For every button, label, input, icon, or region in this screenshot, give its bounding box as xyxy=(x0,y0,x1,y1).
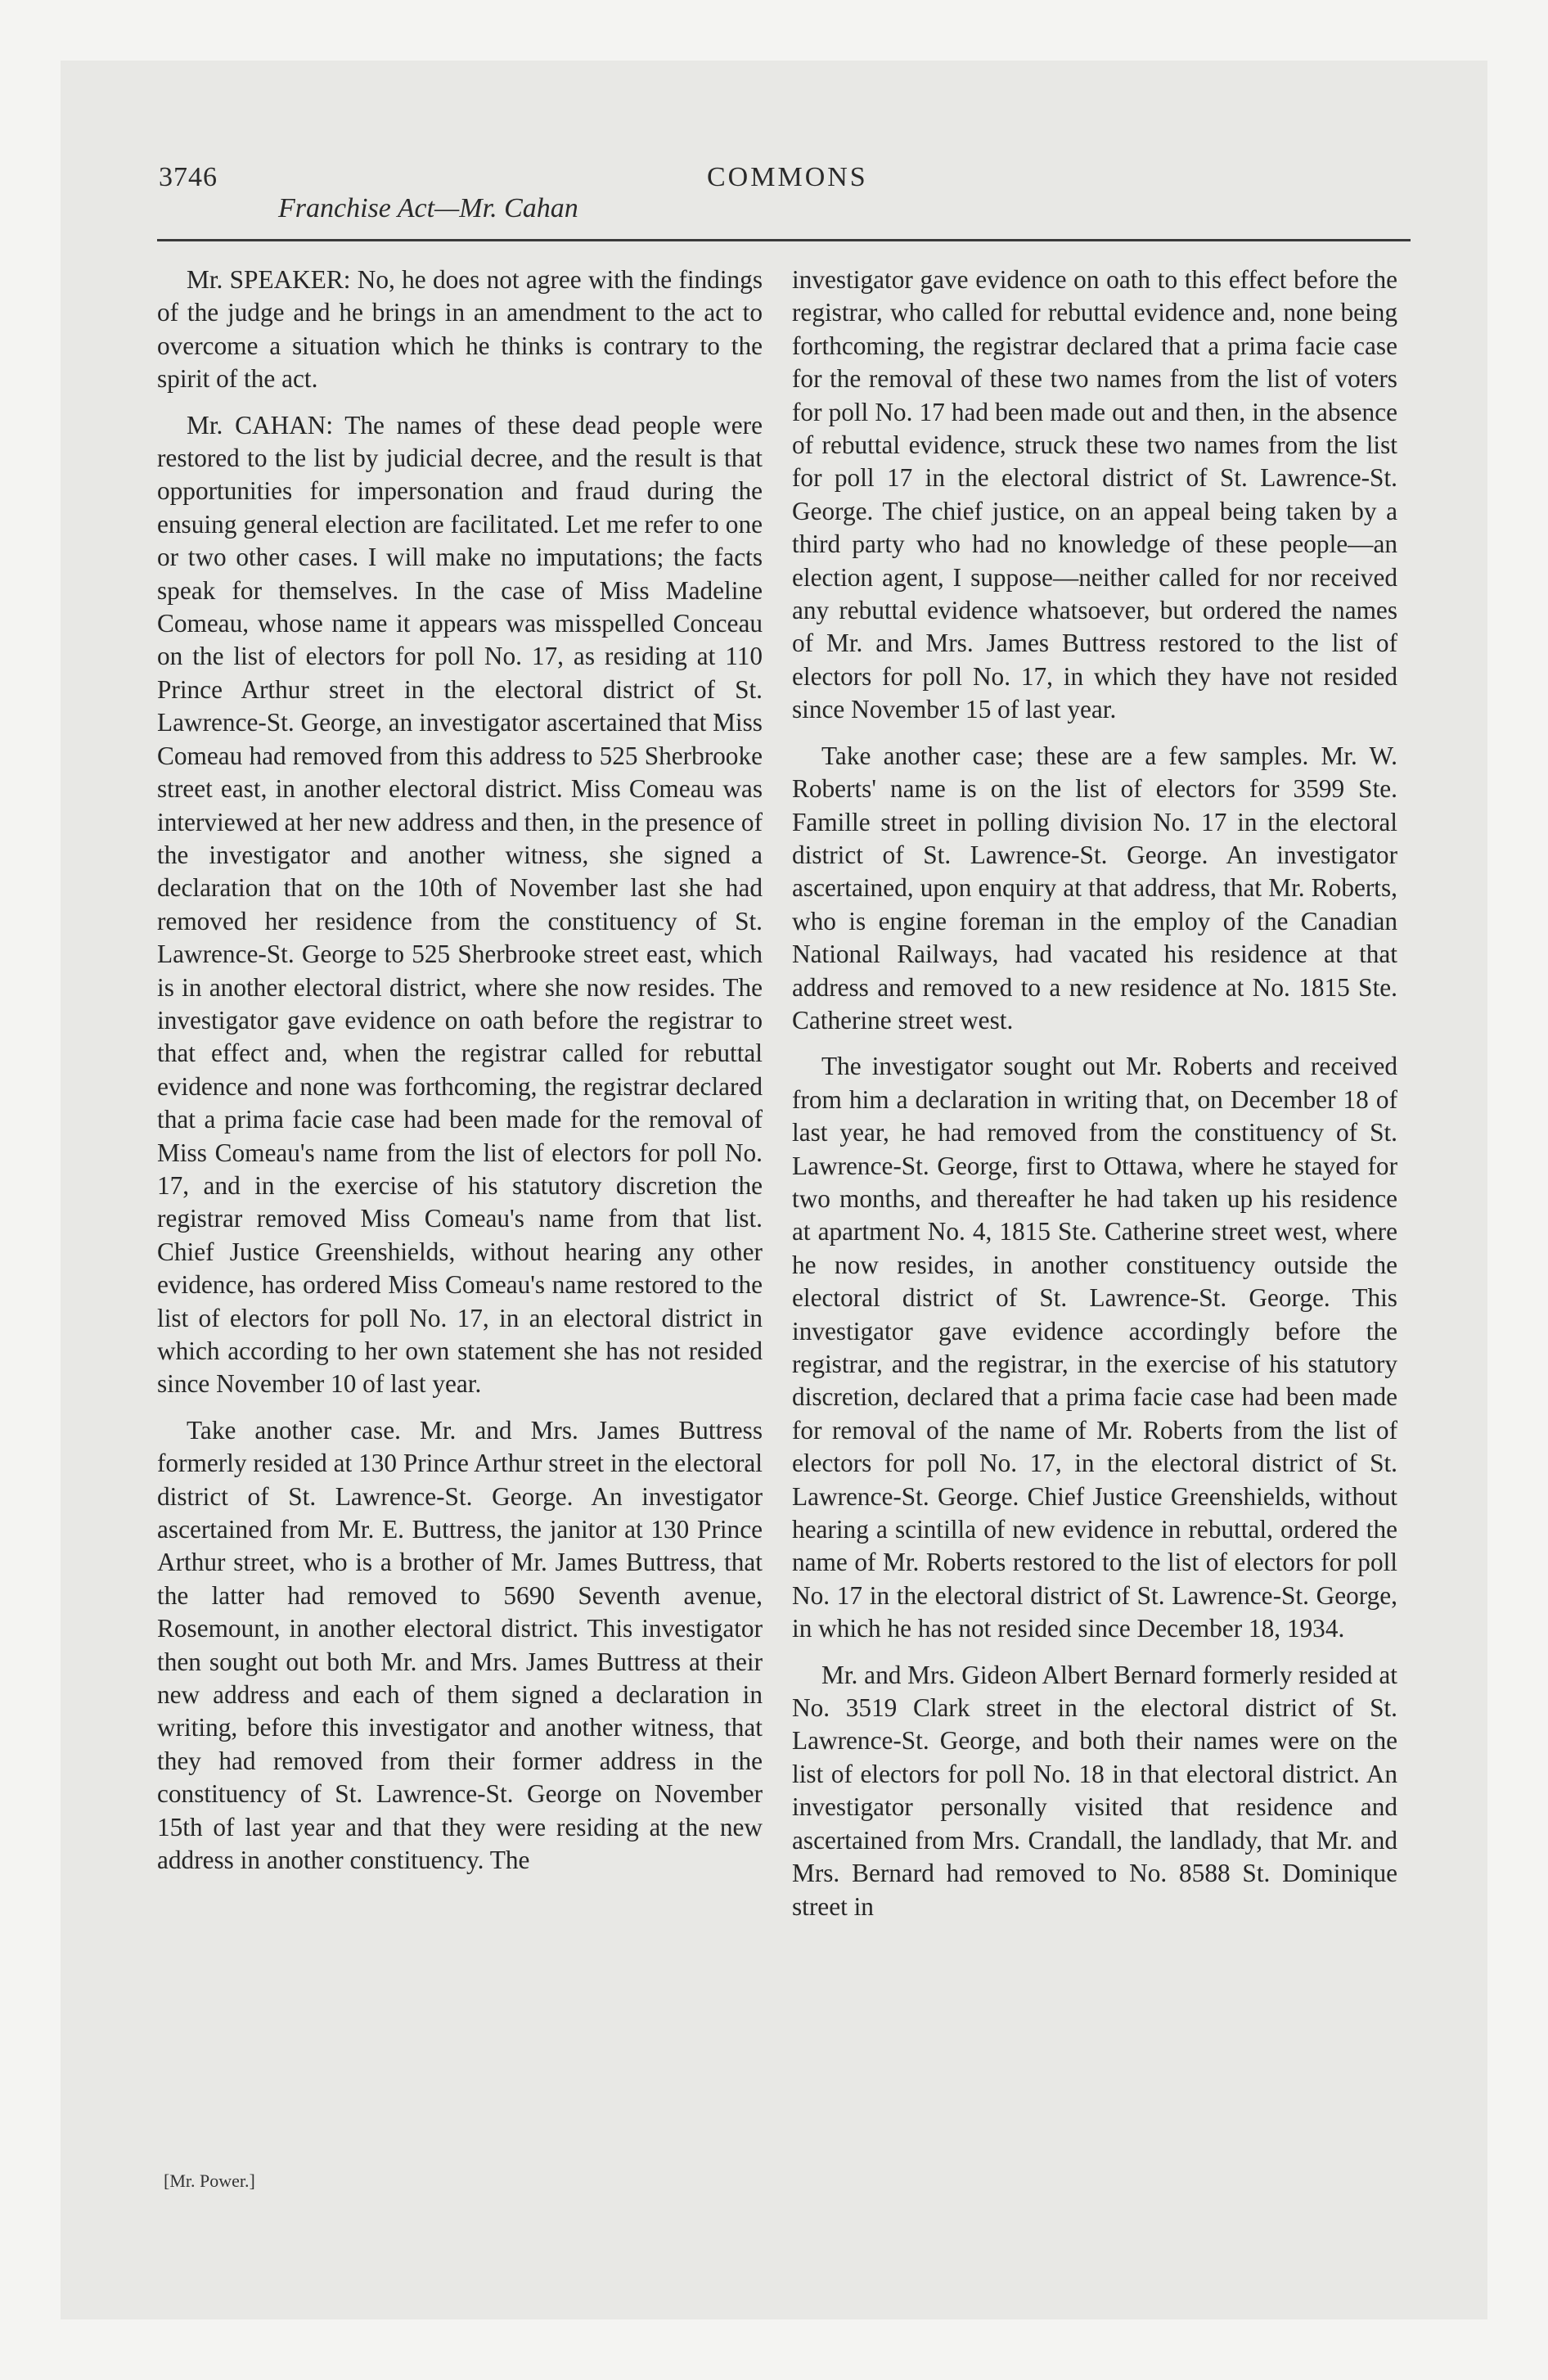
header-rule xyxy=(157,239,1411,241)
paragraph: Mr. SPEAKER: No, he does not agree with the findings of the judge and he brings in an amendment to the act to overcome a situation which he thinks is contrary to the spirit of the act. xyxy=(157,265,763,394)
page-header xyxy=(159,154,1411,232)
speaker-note: [Mr. Power.] xyxy=(164,2170,255,2191)
running-title: COMMONS xyxy=(707,162,868,192)
running-subtitle: Franchise Act—Mr. Cahan xyxy=(278,193,578,223)
paragraph: The investigator sought out Mr. Roberts and received from him a declaration in writing that, on December 18 of last year, he had removed from the constituency of St. Lawrence-St. George, first to Ottawa, where he stayed for two months, and thereafter he had taken up his residence at apartment No. 4, 1815 Ste. Catherine street west, where he now resides, in another constituency outside the electoral district of St. Lawrence-St. George. This investigator gave evidence accordingly before the registrar, and the registrar, in the exercise of his statutory discretion, declared that a prima facie case had been made for removal of the name of Mr. Roberts from the list of electors for poll No. 17, in the electoral district of St. Lawrence-St. George. Chief Justice Greenshields, without hearing a scintilla of new evidence in rebuttal, ordered the name of Mr. Roberts restored to the list of electors for poll No. 17 in the electoral district of St. Lawrence-St. George, in which he has not resided since December 18, 1934. xyxy=(792,1052,1397,1643)
right-column xyxy=(792,264,1397,2187)
page-number: 3746 xyxy=(159,162,218,192)
paragraph: Mr. and Mrs. Gideon Albert Bernard formerly resided at No. 3519 Clark street in the electoral district of St. Lawrence-St. George, and both their names were on the list of electors for poll No. 18 in that electoral district. An investigator personally visited that residence and ascertained from Mrs. Crandall, the landlady, that Mr. and Mrs. Bernard had removed to No. 8588 St. Dominique street in xyxy=(792,1660,1397,1921)
paragraph: investigator gave evidence on oath to this effect before the registrar, who called for rebuttal evidence and, none being forthcoming, the registrar declared that a prima facie case for the removal of these two names from the list of voters for poll No. 17 had been made out and then, in the absence of rebuttal evidence, struck these two names from the list for poll 17 in the electoral district of St. Lawrence-St. George. The chief justice, on an appeal being taken by a third party who had no knowledge of these people—an election agent, I suppose—neither called for nor received any rebuttal evidence whatsoever, but ordered the names of Mr. and Mrs. James Buttress restored to the list of electors for poll No. 17, in which they have not resided since November 15 of last year. xyxy=(792,265,1397,724)
left-column xyxy=(157,264,763,2187)
paragraph: Take another case; these are a few samples. Mr. W. Roberts' name is on the list of electors for 3599 Ste. Famille street in polling division No. 17 in the electoral district of St. Lawrence-St. George. An investigator ascertained, upon enquiry at that address, that Mr. Roberts, who is engine foreman in the employ of the Canadian National Railways, had vacated his residence at that address and removed to a new residence at No. 1815 Ste. Catherine street west. xyxy=(792,741,1397,1034)
paragraph: Mr. CAHAN: The names of these dead people were restored to the list by judicial decree, and the result is that opportunities for impersonation and fraud during the ensuing general election are facilitated. Let me refer to one or two other cases. I will make no imputations; the facts speak for themselves. In the case of Miss Madeline Comeau, whose name it appears was misspelled Conceau on the list of electors for poll No. 17, as residing at 110 Prince Arthur street in the electoral district of St. Lawrence-St. George, an investigator ascertained that Miss Comeau had removed from this address to 525 Sherbrooke street east, in another electoral district. Miss Comeau was interviewed at her new address and then, in the presence of the investigator and another witness, she signed a declaration that on the 10th of November last she had removed her residence from the constituency of St. Lawrence-St. George to 525 Sherbrooke street east, which is in another electoral district, where she now resides. The investigator gave evidence on oath before the registrar to that effect and, when the registrar called for rebuttal evidence and none was forthcoming, the registrar declared that a prima facie case had been made for the removal of Miss Comeau's name from the list of electors for poll No. 17, and in the exercise of his statutory discretion the registrar removed Miss Comeau's name from that list. Chief Justice Greenshields, without hearing any other evidence, has ordered Miss Comeau's name restored to the list of electors for poll No. 17, in an electoral district in which according to her own statement she has not resided since November 10 of last year. xyxy=(157,410,763,1399)
paragraph: Take another case. Mr. and Mrs. James Buttress formerly resided at 130 Prince Arthur street in the electoral district of St. Lawrence-St. George. An investigator ascertained from Mr. E. Buttress, the janitor at 130 Prince Arthur street, who is a brother of Mr. James Buttress, that the latter had removed to 5690 Seventh avenue, Rosemount, in another electoral district. This investigator then sought out both Mr. and Mrs. James Buttress at their new address and each of them signed a declaration in writing, before this investigator and another witness, that they had removed from their former address in the constituency of St. Lawrence-St. George on November 15th of last year and that they were residing at the new address in another constituency. The xyxy=(157,1415,763,1875)
